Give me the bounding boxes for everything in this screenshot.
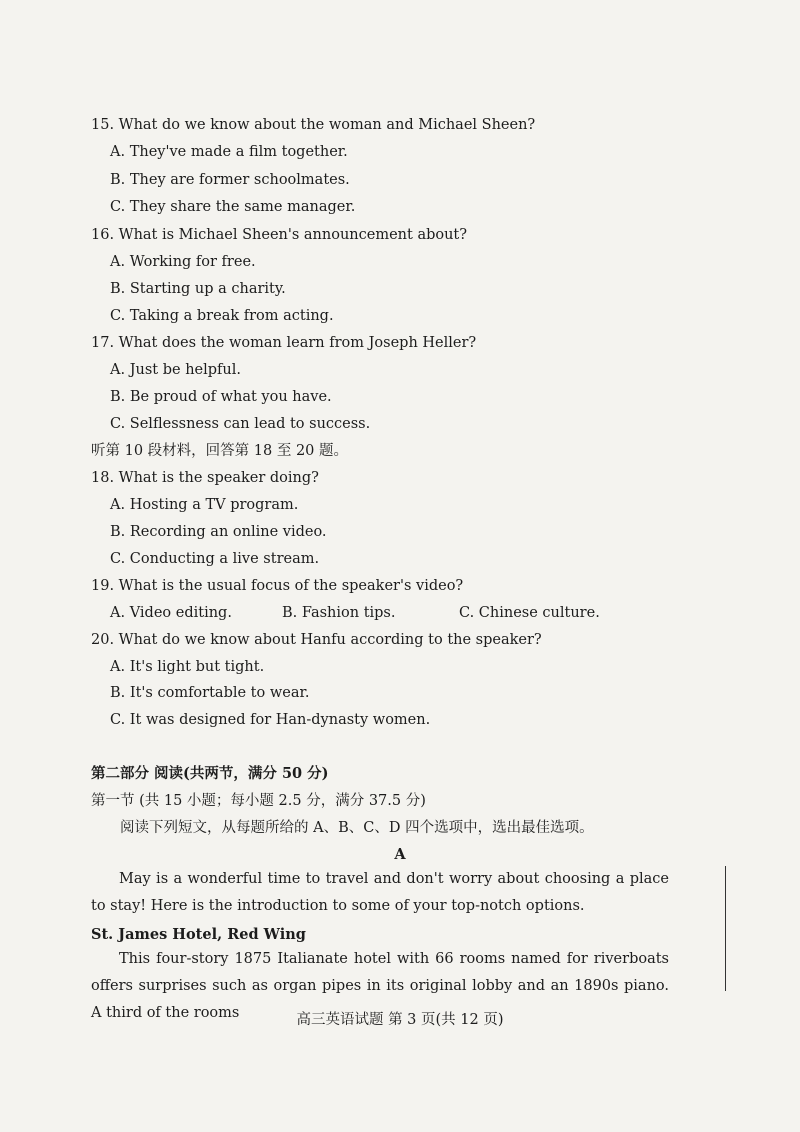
q15-option-a: A. They've made a film together. bbox=[110, 144, 348, 160]
question-17: 17. What does the woman learn from Joseph Heller? bbox=[91, 335, 477, 351]
page-footer: 高三英语试题 第 3 页(共 12 页) bbox=[296, 1012, 504, 1028]
section1-title: 第一节 (共 15 小题；每小题 2.5 分，满分 37.5 分) bbox=[91, 793, 426, 809]
hotel-name: St. James Hotel, Red Wing bbox=[91, 926, 306, 943]
question-16: 16. What is Michael Sheen's announcement about? bbox=[91, 227, 468, 243]
question-20: 20. What do we know about Hanfu according to the speaker? bbox=[91, 632, 542, 648]
q15-option-c: C. They share the same manager. bbox=[110, 199, 356, 215]
q20-option-c: C. It was designed for Han-dynasty women. bbox=[110, 712, 431, 728]
q18-option-a: A. Hosting a TV program. bbox=[110, 497, 299, 513]
q17-option-a: A. Just be helpful. bbox=[110, 362, 241, 378]
question-18: 18. What is the speaker doing? bbox=[91, 470, 319, 486]
passage-intro: May is a wonderful time to travel and don't worry about choosing a place to stay! Here is the introduction to some of your top-notch options. bbox=[91, 871, 669, 914]
margin-line bbox=[725, 866, 726, 991]
hotel-description: This four-story 1875 Italianate hotel with 66 rooms named for riverboats offers surprises such as organ pipes in its original lobby and an 1890s piano. A third of the rooms bbox=[91, 951, 669, 1021]
q16-option-a: A. Working for free. bbox=[110, 254, 256, 270]
passage-label: A bbox=[394, 846, 406, 863]
q18-option-c: C. Conducting a live stream. bbox=[110, 551, 320, 567]
question-15: 15. What do we know about the woman and Michael Sheen? bbox=[91, 117, 536, 133]
listening-instruction: 听第 10 段材料，回答第 18 至 20 题。 bbox=[91, 443, 349, 459]
q16-option-b: B. Starting up a charity. bbox=[110, 281, 286, 297]
reading-instruction: 阅读下列短文，从每题所给的 A、B、C、D 四个选项中，选出最佳选项。 bbox=[120, 820, 594, 836]
q20-option-a: A. It's light but tight. bbox=[110, 659, 265, 675]
question-19: 19. What is the usual focus of the speaker's video? bbox=[91, 578, 464, 594]
q19-option-c: C. Chinese culture. bbox=[459, 605, 600, 621]
q19-option-b: B. Fashion tips. bbox=[282, 605, 396, 621]
q19-option-a: A. Video editing. bbox=[110, 605, 232, 621]
q16-option-c: C. Taking a break from acting. bbox=[110, 308, 334, 324]
q15-option-b: B. They are former schoolmates. bbox=[110, 172, 350, 188]
q17-option-c: C. Selflessness can lead to success. bbox=[110, 416, 371, 432]
part2-title: 第二部分 阅读(共两节，满分 50 分) bbox=[91, 765, 329, 782]
q20-option-b: B. It's comfortable to wear. bbox=[110, 685, 310, 701]
q18-option-b: B. Recording an online video. bbox=[110, 524, 327, 540]
q17-option-b: B. Be proud of what you have. bbox=[110, 389, 332, 405]
